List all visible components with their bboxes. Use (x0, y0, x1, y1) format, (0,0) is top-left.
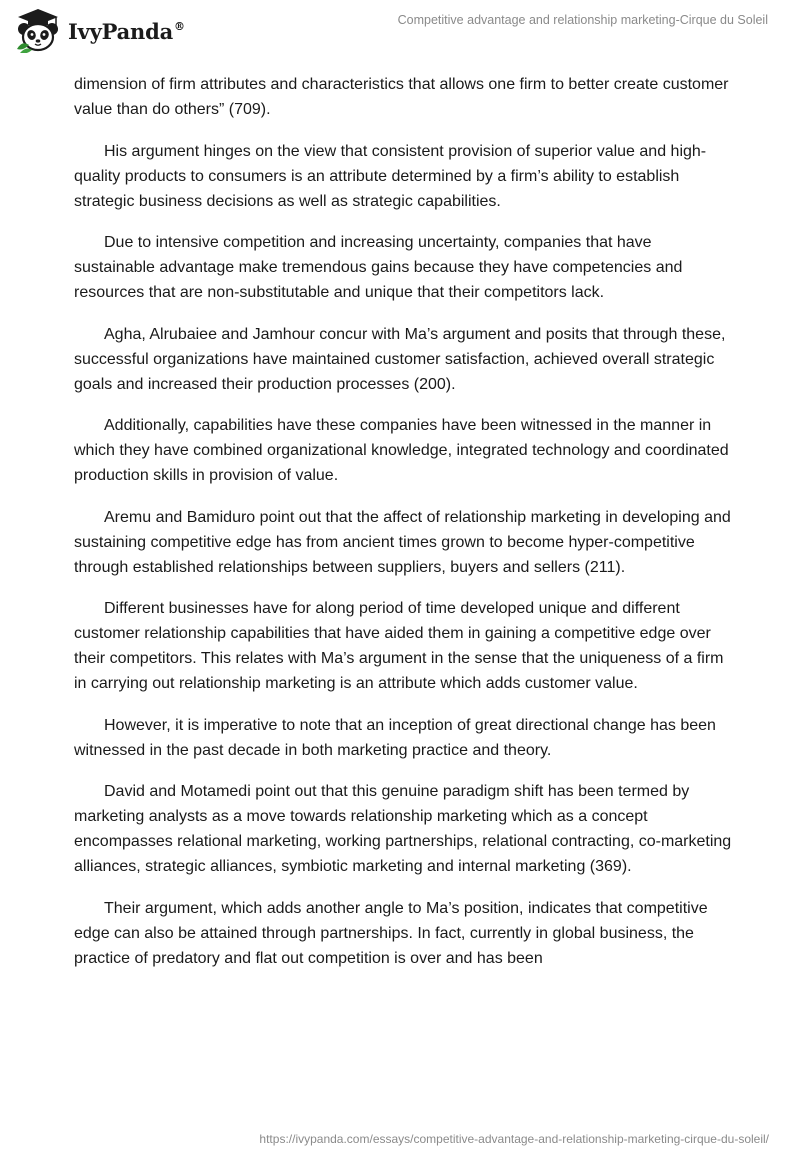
logo-wordmark (68, 19, 185, 44)
essay-body (74, 72, 734, 987)
source-url[interactable]: https://ivypanda.com/essays/competitive-advantage-and-relationship-marketing-cirque-du-soleil/ (259, 1132, 769, 1146)
paragraph: Their argument, which adds another angle to Ma’s position, indicates that competitive edge can also be attained through partnerships. In fact, currently in global business, the practice of predatory and flat out competition is over and has been (74, 899, 708, 967)
page-header (0, 0, 800, 64)
paragraph: Due to intensive competition and increasing uncertainty, companies that have sustainable advantage make tremendous gains because they have competencies and resources that are non-substitutable and unique that their competitors lack. (74, 234, 683, 301)
paragraph: Aremu and Bamiduro point out that the affect of relationship marketing in developing and sustaining competitive edge has from ancient times grown to become hyper-competitive through established relationships between suppliers, buyers and sellers (211). (74, 508, 731, 576)
panda-graduate-icon (14, 7, 62, 53)
registered-mark: ® (174, 19, 185, 33)
paragraph-continuation: dimension of firm attributes and characteristics that allows one firm to better create customer value than do others” (709). (74, 76, 729, 118)
document-title: Competitive advantage and relationship marketing-Cirque du Soleil (397, 13, 768, 27)
logo-text: IvyPanda (68, 18, 174, 44)
ivypanda-logo[interactable] (14, 6, 185, 54)
paragraph: Agha, Alrubaiee and Jamhour concur with Ma’s argument and posits that through these, successful organizations have maintained customer satisfaction, achieved overall strategic goals and increased their production processes (200). (74, 325, 726, 393)
paragraph: However, it is imperative to note that an inception of great directional change has been witnessed in the past decade in both marketing practice and theory. (74, 716, 716, 759)
paragraph: David and Motamedi point out that this genuine paradigm shift has been termed by marketing analysts as a move towards relationship marketing which as a concept encompasses relational marketing, working partnerships, relational contracting, co-marketing alliances, strategic alliances, symbiotic marketing and internal marketing (369). (74, 783, 732, 875)
paragraph: Additionally, capabilities have these companies have been witnessed in the manner in which they have combined organizational knowledge, integrated technology and coordinated production skills in provision of value. (74, 417, 729, 484)
paragraph: Different businesses have for along period of time developed unique and different customer relationship capabilities that have aided them in gaining a competitive edge over their competitors. This relates with Ma’s argument in the sense that the uniqueness of a firm in carrying out relationship marketing is an attribute which adds customer value. (74, 600, 724, 692)
paragraph: His argument hinges on the view that consistent provision of superior value and high-quality products to consumers is an attribute determined by a firm’s ability to establish strategic business decisions as well as strategic capabilities. (74, 142, 707, 210)
